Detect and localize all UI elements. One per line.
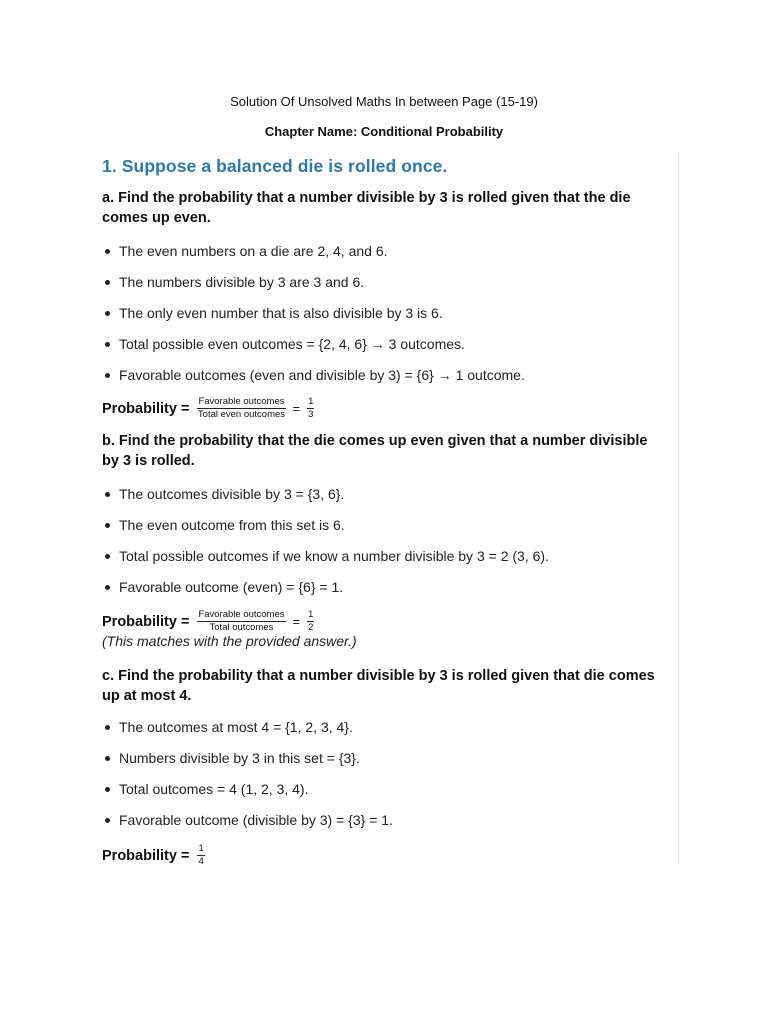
equals-sign: = bbox=[292, 614, 301, 629]
fraction-numerator: Favorable outcomes bbox=[198, 396, 285, 407]
part-c-probability bbox=[102, 844, 209, 867]
list-item: Total possible outcomes if we know a number divisible by 3 = 2 (3, 6). bbox=[104, 547, 549, 578]
list-item: The outcomes divisible by 3 = {3, 6}. bbox=[104, 485, 549, 516]
part-b-probability bbox=[102, 610, 318, 633]
chapter-name: Chapter Name: Conditional Probability bbox=[264, 124, 504, 139]
equals-sign: = bbox=[292, 401, 301, 416]
fraction bbox=[197, 397, 285, 420]
probability-label: Probability = bbox=[102, 613, 190, 630]
fraction-denominator: Total even outcomes bbox=[197, 409, 286, 420]
fraction-denominator: 2 bbox=[308, 622, 314, 633]
part-a-bullets bbox=[104, 242, 525, 397]
list-item: Favorable outcomes (even and divisible by 3) = {6} → 1 outcome. bbox=[104, 366, 525, 397]
list-item: The only even number that is also divisible by 3 is 6. bbox=[104, 304, 525, 335]
list-item: The numbers divisible by 3 are 3 and 6. bbox=[104, 273, 525, 304]
fraction-denominator: Total outcomes bbox=[209, 622, 274, 633]
list-item: The even outcome from this set is 6. bbox=[104, 516, 549, 547]
part-b-bullets bbox=[104, 485, 549, 609]
list-item: Total outcomes = 4 (1, 2, 3, 4). bbox=[104, 780, 393, 811]
part-c-heading: c. Find the probability that a number divisible by 3 is rolled given that die comes up at most 4. bbox=[102, 668, 655, 704]
list-item: The even numbers on a die are 2, 4, and 6. bbox=[104, 242, 525, 273]
fraction-numerator: 1 bbox=[308, 609, 314, 620]
fraction-numerator: 1 bbox=[308, 396, 314, 407]
probability-label: Probability = bbox=[102, 847, 190, 864]
solution-image-region bbox=[92, 152, 678, 867]
fraction bbox=[197, 610, 285, 633]
document-title: Solution Of Unsolved Maths In between Page (15-19) bbox=[230, 94, 538, 109]
part-b-heading: b. Find the probability that the die comes up even given that a number divisible by 3 is rolled. bbox=[102, 433, 648, 469]
probability-label: Probability = bbox=[102, 400, 190, 417]
list-item: Favorable outcome (divisible by 3) = {3} = 1. bbox=[104, 811, 393, 842]
list-item: The outcomes at most 4 = {1, 2, 3, 4}. bbox=[104, 718, 393, 749]
part-a-heading: a. Find the probability that a number divisible by 3 is rolled given that the die comes up even. bbox=[102, 190, 631, 226]
list-item: Total possible even outcomes = {2, 4, 6} → 3 outcomes. bbox=[104, 335, 525, 366]
result-fraction bbox=[307, 397, 314, 420]
fraction-numerator: Favorable outcomes bbox=[198, 609, 285, 620]
list-item: Favorable outcome (even) = {6} = 1. bbox=[104, 578, 549, 609]
result-fraction bbox=[197, 844, 204, 867]
fraction-denominator: 3 bbox=[308, 409, 314, 420]
result-fraction bbox=[307, 610, 314, 633]
list-item: Numbers divisible by 3 in this set = {3}. bbox=[104, 749, 393, 780]
part-a-probability bbox=[102, 397, 318, 420]
part-b-note: (This matches with the provided answer.) bbox=[102, 633, 357, 649]
fraction-numerator: 1 bbox=[198, 843, 204, 854]
question-title: 1. Suppose a balanced die is rolled once. bbox=[102, 156, 448, 176]
part-c-bullets bbox=[104, 718, 393, 842]
fraction-denominator: 4 bbox=[198, 856, 204, 867]
